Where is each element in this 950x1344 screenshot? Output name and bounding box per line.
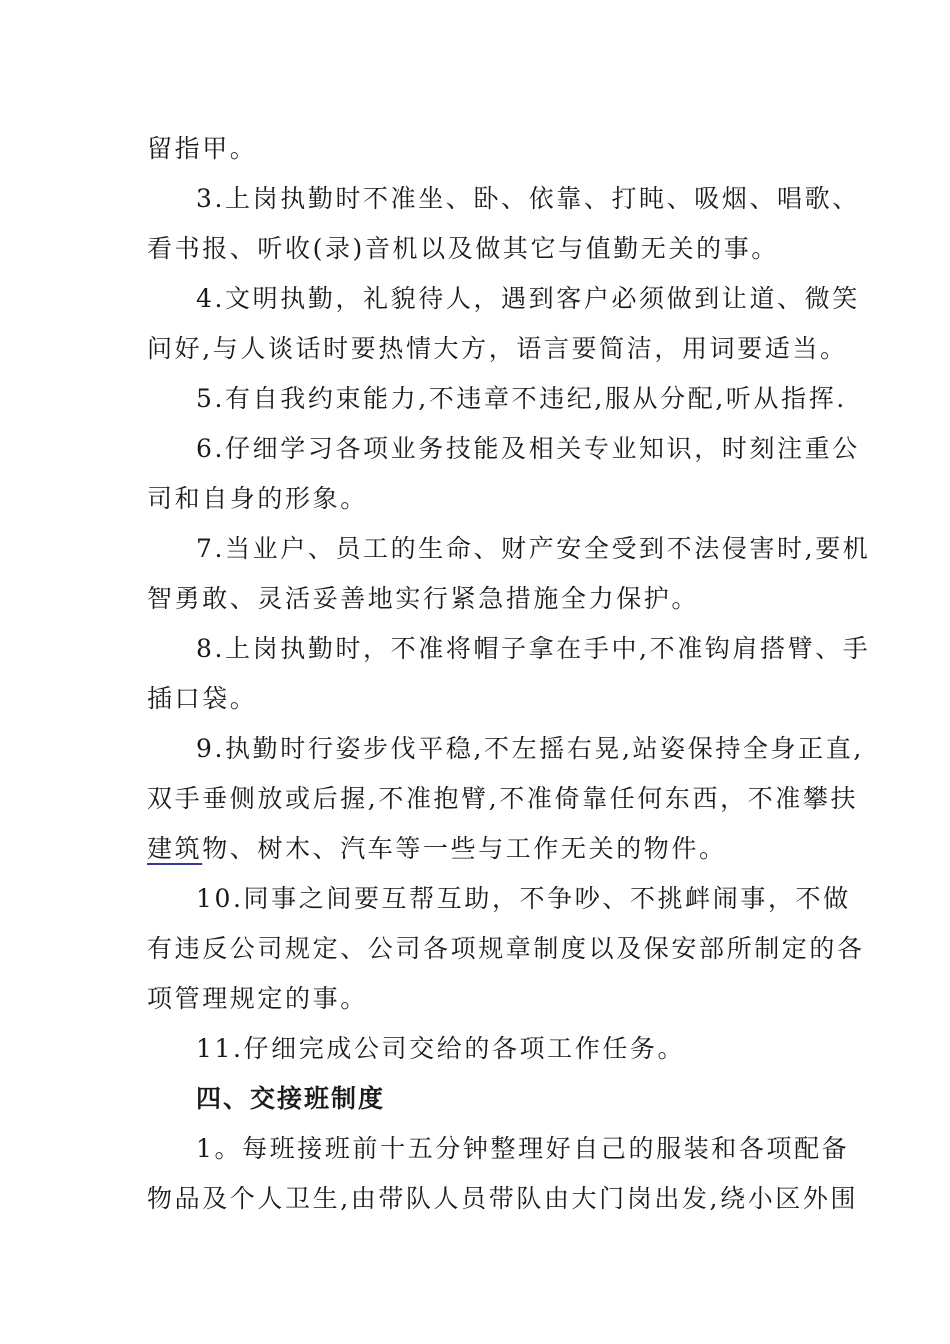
text-line-2: 3.上岗执勤时不准坐、卧、依靠、打盹、吸烟、唱歌、 <box>196 184 860 213</box>
text-line-15 <box>147 832 807 866</box>
text-line-15-rest: 物、树木、汽车等一些与工作无关的物件。 <box>202 834 727 863</box>
text-line-6: 5.有自我约束能力,不违章不违纪,服从分配,听从指挥. <box>196 384 847 413</box>
text-line-22: 物品及个人卫生,由带队人员带队由大门岗出发,绕小区外围 <box>147 1184 859 1213</box>
text-line-19: 11.仔细完成公司交给的各项工作任务。 <box>196 1034 686 1063</box>
text-line-10: 智勇敢、灵活妥善地实行紧急措施全力保护。 <box>147 584 700 613</box>
text-line-1: 留指甲。 <box>147 134 258 163</box>
text-line-11: 8.上岗执勤时，不准将帽子拿在手中,不准钩肩搭臂、手 <box>196 634 871 663</box>
text-line-13: 9.执勤时行姿步伐平稳,不左摇右晃,站姿保持全身正直, <box>196 734 864 763</box>
text-line-5: 问好,与人谈话时要热情大方，语言要简洁，用词要适当。 <box>147 334 848 363</box>
hyperlink-building[interactable]: 建筑 <box>147 834 203 863</box>
section-heading: 四、交接班制度 <box>196 1084 386 1113</box>
text-line-17: 有违反公司规定、公司各项规章制度以及保安部所制定的各 <box>147 934 865 963</box>
text-line-3: 看书报、听收(录)音机以及做其它与值勤无关的事。 <box>147 234 779 263</box>
text-line-7: 6.仔细学习各项业务技能及相关专业知识，时刻注重公 <box>196 434 860 463</box>
text-line-18: 项管理规定的事。 <box>147 984 368 1013</box>
text-line-14: 双手垂侧放或后握,不准抱臂,不准倚靠任何东西，不准攀扶 <box>147 784 859 813</box>
text-line-21: 1。每班接班前十五分钟整理好自己的服装和各项配备 <box>196 1134 850 1163</box>
text-line-12: 插口袋。 <box>147 684 258 713</box>
text-line-4: 4.文明执勤，礼貌待人，遇到客户必须做到让道、微笑 <box>196 284 860 313</box>
text-line-9: 7.当业户、员工的生命、财产安全受到不法侵害时,要机 <box>196 534 871 563</box>
text-line-16: 10.同事之间要互帮互助，不争吵、不挑衅闹事，不做 <box>196 884 851 913</box>
text-line-8: 司和自身的形象。 <box>147 484 368 513</box>
